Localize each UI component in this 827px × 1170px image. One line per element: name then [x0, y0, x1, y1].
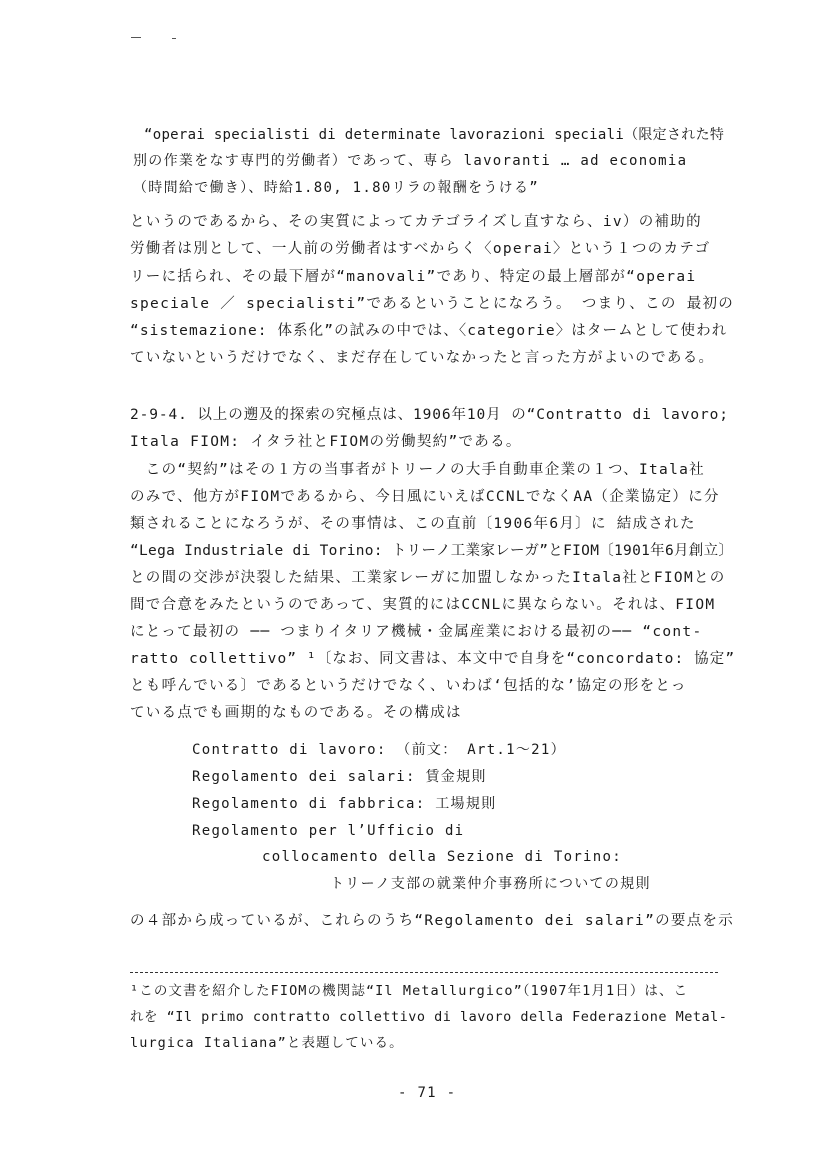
- quote-line: “operai specialisti di determinate lavorazioni speciali（限定された特: [144, 127, 725, 143]
- footnote-line: ¹この文書を紹介したFIOMの機関誌“Il Metallurgico”（1907年1月1日）は、こ: [130, 983, 689, 999]
- scan-speck: [131, 37, 141, 38]
- structure-item: Regolamento dei salari: 賃金規則: [192, 769, 487, 785]
- footnote-line: れを “Il primo contratto collettivo di lavoro della Federazione Metal-: [130, 1009, 728, 1025]
- section-line: “Lega Industriale di Torino: トリーノ工業家レーガ”とFIOM〔1901年6月創立〕: [130, 543, 734, 559]
- footnote-line: lurgica Italiana”と表題している。: [130, 1035, 404, 1051]
- quote-line: 別の作業をなす専門的労働者）であって、専ら lavoranti … ad economia: [133, 153, 688, 169]
- paragraph-line: リーに括られ、その最下層が“manovali”であり、特定の最上層部が“operai: [130, 269, 697, 285]
- section-line: ratto collettivo” ¹〔なお、同文書は、本文中で自身を“concordato: 協定”: [130, 651, 736, 667]
- section-line: この“契約”はその１方の当事者がトリーノの大手自動車企業の１つ、Itala社: [130, 462, 705, 478]
- section-line: 間で合意をみたというのであって、実質的にはCCNLに異ならない。それは、FIOM: [130, 597, 716, 613]
- paragraph-line: というのであるから、その実質によってカテゴライズし直すなら、iv）の補助的: [130, 214, 702, 230]
- section-heading-line: 2-9-4. 以上の遡及的探索の究極点は、1906年10月 の“Contratto di lavoro;: [130, 407, 729, 423]
- structure-item: Regolamento di fabbrica: 工場規則: [192, 796, 497, 812]
- structure-item: トリーノ支部の就業仲介事務所についての規則: [330, 876, 651, 892]
- section-line: のみで、他方がFIOMであるから、今日風にいえばCCNLでなくAA（企業協定）に分: [130, 489, 720, 505]
- footnote-rule: [130, 972, 718, 973]
- paragraph-line: ていないというだけでなく、まだ存在していなかったと言った方がよいのである。: [130, 350, 715, 366]
- closing-line: の４部から成っているが、これらのうち“Regolamento dei salari”の要点を示: [130, 913, 735, 929]
- section-line: にとって最初の ── つまりイタリア機械・金属産業における最初の── “cont-: [130, 624, 703, 640]
- structure-item: collocamento della Sezione di Torino:: [262, 849, 622, 865]
- section-line: 類されることになろうが、その事情は、この直前〔1906年6月〕に 結成された: [130, 516, 696, 532]
- structure-item: Contratto di lavoro: （前文： Art.1～21）: [192, 742, 566, 758]
- quote-line: （時間給で働き）、時給1.80, 1.80リラの報酬をうける”: [133, 180, 540, 196]
- section-line: ている点でも画期的なものである。その構成は: [130, 705, 462, 721]
- scan-speck: [172, 38, 176, 39]
- paragraph-line: speciale ／ specialisti”であるということになろう。 つまり、この 最初の: [130, 296, 735, 312]
- section-line: とも呼んでいる〕であるというだけでなく、いわば‘包括的な’協定の形をとっ: [130, 678, 687, 694]
- paragraph-line: 労働者は別として、一人前の労働者はすべからく〈operai〉という１つのカテゴ: [130, 241, 711, 257]
- section-line: との間の交渉が決裂した結果、工業家レーガに加盟しなかったItala社とFIOMとの: [130, 570, 726, 586]
- page-number: - 71 -: [398, 1085, 457, 1101]
- structure-item: Regolamento per l’Ufficio di: [192, 823, 465, 839]
- paragraph-line: “sistemazione: 体系化”の試みの中では、〈categorie〉はタームとして使われ: [130, 323, 728, 339]
- section-line: Itala FIOM: イタラ社とFIOMの労働契約”である。: [130, 434, 522, 450]
